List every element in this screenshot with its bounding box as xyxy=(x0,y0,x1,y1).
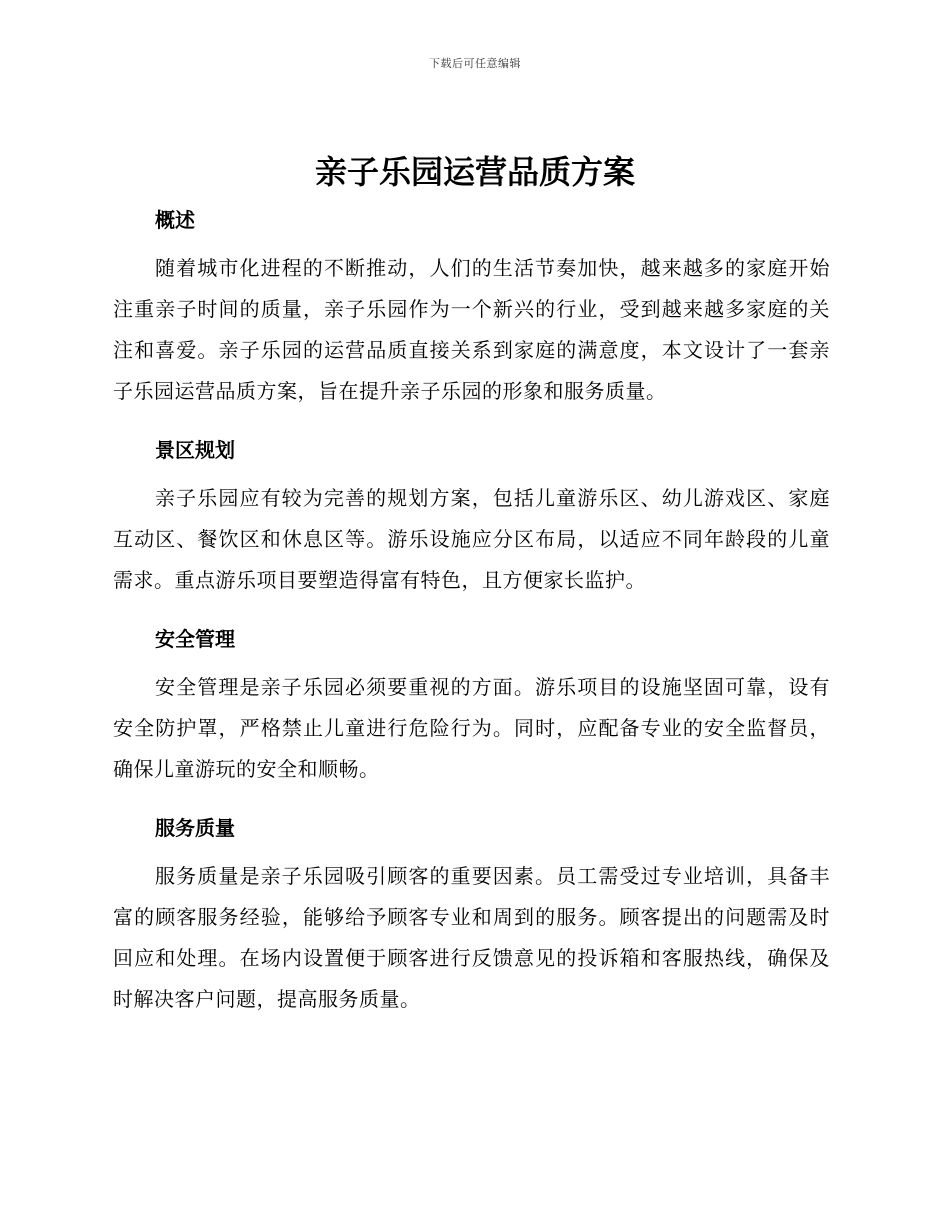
section-heading: 服务质量 xyxy=(155,816,235,840)
document-content xyxy=(113,200,830,1038)
section-scenic-planning xyxy=(113,430,830,601)
document-title: 亲子乐园运营品质方案 xyxy=(314,153,635,191)
section-paragraph: 安全管理是亲子乐园必须要重视的方面。游乐项目的设施坚固可靠，设有安全防护罩，严格禁止儿童进行危险行为。同时，应配备专业的安全监督员，确保儿童游玩的安全和顺畅。 xyxy=(113,675,830,781)
section-heading: 景区规划 xyxy=(155,438,235,462)
section-paragraph: 随着城市化进程的不断推动，人们的生活节奏加快，越来越多的家庭开始注重亲子时间的质量，亲子乐园作为一个新兴的行业，受到越来越多家庭的关注和喜爱。亲子乐园的运营品质直接关系到家庭的满意度，本文设计了一套亲子乐园运营品质方案，旨在提升亲子乐园的形象和服务质量。 xyxy=(113,256,830,403)
section-heading: 概述 xyxy=(155,208,195,232)
section-overview xyxy=(113,200,830,412)
section-paragraph: 服务质量是亲子乐园吸引顾客的重要因素。员工需受过专业培训，具备丰富的顾客服务经验，能够给予顾客专业和周到的服务。顾客提出的问题需及时回应和处理。在场内设置便于顾客进行反馈意见的投诉箱和客服热线，确保及时解决客户问题，提高服务质量。 xyxy=(113,864,830,1011)
section-safety-management xyxy=(113,619,830,790)
header-note: 下载后可任意编辑 xyxy=(429,57,521,70)
section-heading: 安全管理 xyxy=(155,627,235,651)
section-service-quality xyxy=(113,808,830,1020)
section-paragraph: 亲子乐园应有较为完善的规划方案，包括儿童游乐区、幼儿游戏区、家庭互动区、餐饮区和休息区等。游乐设施应分区布局，以适应不同年龄段的儿童需求。重点游乐项目要塑造得富有特色，且方便家长监护。 xyxy=(113,486,830,592)
